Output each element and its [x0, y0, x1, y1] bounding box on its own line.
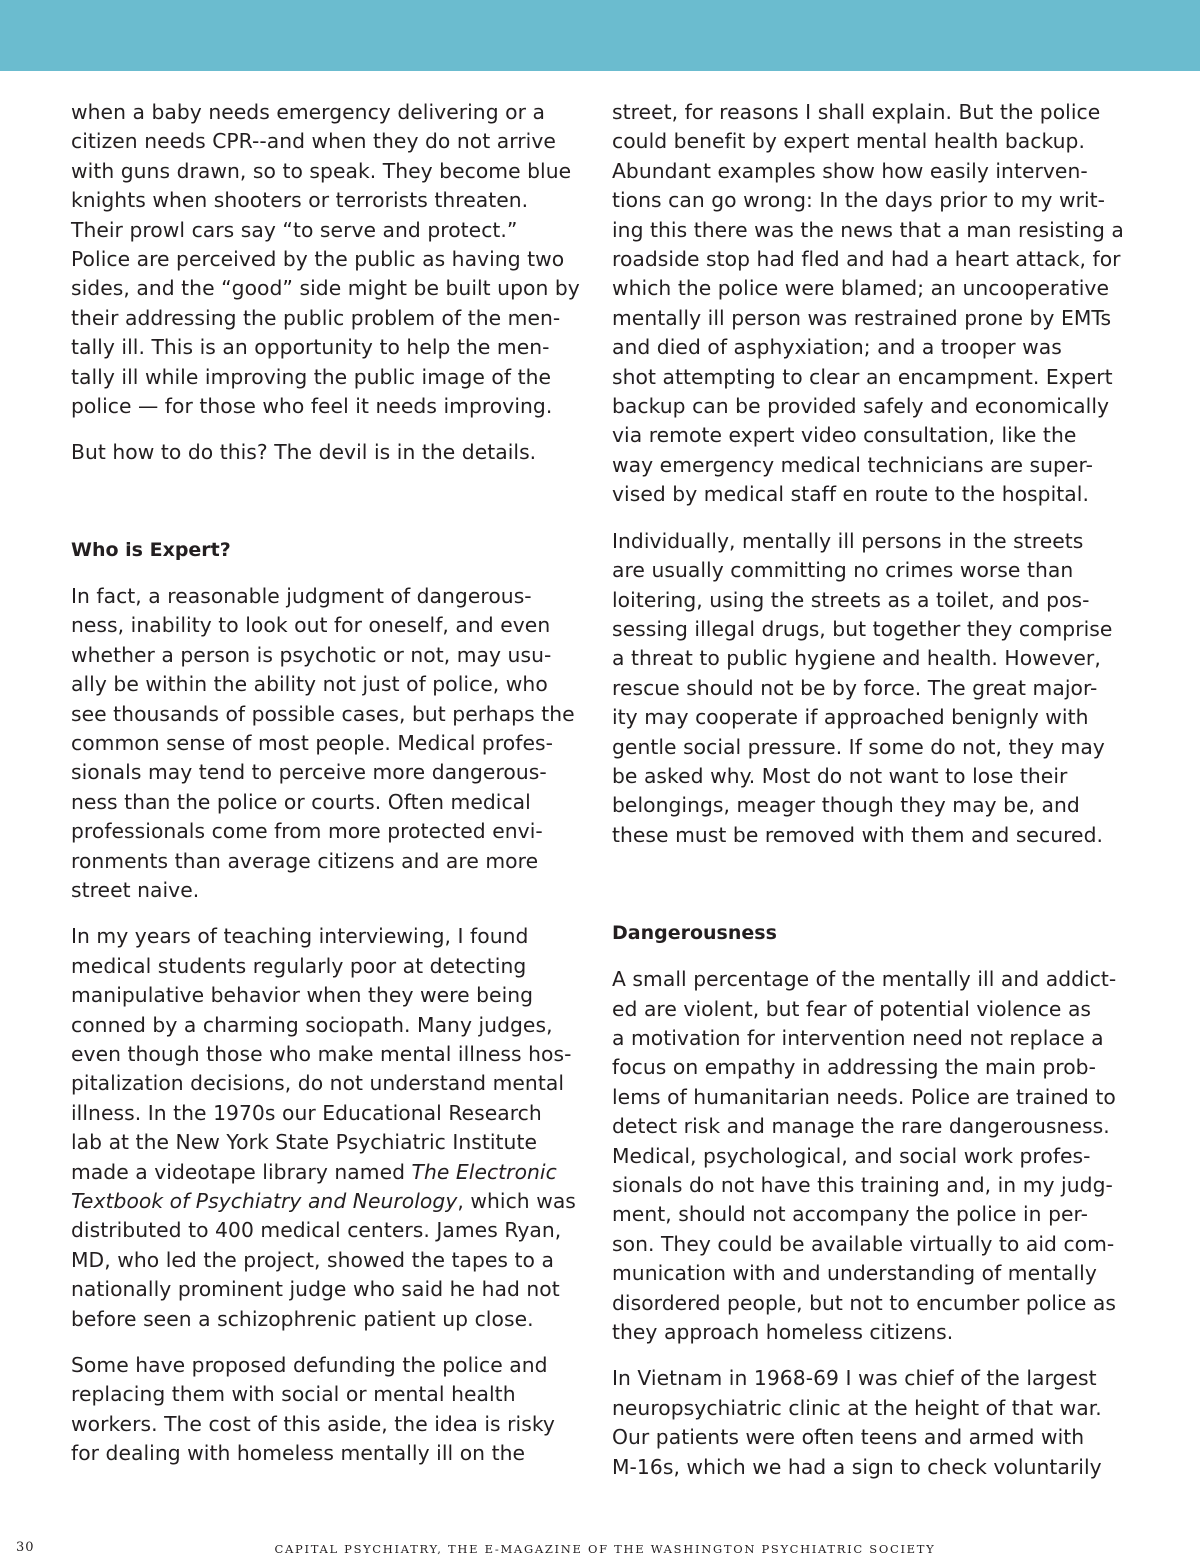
- text-line: knights when shooters or terrorists threaten.: [71, 188, 529, 213]
- text-line: be asked why. Most do not want to lose their: [612, 763, 1068, 788]
- text-line: Medical, psychological, and social work profes-: [612, 1143, 1091, 1168]
- text-line: ing this there was the news that a man resisting a: [612, 217, 1124, 242]
- text-line: In my years of teaching interviewing, I found: [71, 924, 529, 949]
- text-line: ally be within the ability not just of police, who: [71, 672, 548, 697]
- paragraph: [612, 98, 1132, 510]
- paragraph-lines: [71, 1216, 591, 1334]
- text-line: ed are violent, but fear of potential violence as: [612, 996, 1092, 1021]
- text-line: loitering, using the streets as a toilet, and pos-: [612, 587, 1090, 612]
- text-line: Our patients were often teens and armed with: [612, 1425, 1085, 1450]
- text-line: street, for reasons I shall explain. But the police: [612, 100, 1101, 124]
- paragraph: [612, 1364, 1132, 1482]
- text-line: sessing illegal drugs, but together they comprise: [612, 616, 1113, 641]
- text-line: nationally prominent judge who said he had not: [71, 1277, 560, 1302]
- section-heading-who-is-expert: Who is Expert?: [71, 538, 231, 561]
- text-line: disordered people, but not to encumber police as: [612, 1290, 1116, 1315]
- text-line: tions can go wrong: In the days prior to my writ-: [612, 188, 1106, 213]
- text-line: focus on empathy in addressing the main prob-: [612, 1055, 1096, 1080]
- text-line: shot attempting to clear an encampment. Expert: [612, 364, 1113, 389]
- text-line: sionals do not have this training and, in my judg-: [612, 1173, 1113, 1197]
- text-line: which the police were blamed; an uncooperative: [612, 276, 1109, 301]
- section-spacer: [612, 867, 1132, 919]
- text-line: way emergency medical technicians are super-: [612, 452, 1093, 477]
- text-line: when a baby needs emergency delivering or a: [71, 100, 545, 124]
- text-line: Abundant examples show how easily interven-: [612, 158, 1088, 183]
- paragraph: [71, 1351, 591, 1469]
- text-line: tally ill. This is an opportunity to help the men-: [71, 335, 550, 360]
- text-line: Some have proposed defunding the police and: [71, 1353, 548, 1378]
- page-number: 30: [16, 1540, 35, 1555]
- text-line: backup can be provided safely and economically: [612, 394, 1110, 419]
- header-band: [0, 0, 1200, 71]
- text-line: roadside stop had fled and had a heart attack, for: [612, 247, 1121, 272]
- text-line: ronments than average citizens and are more: [71, 848, 539, 873]
- publication-footer: CAPITAL PSYCHIATRY, THE E-MAGAZINE OF THE WASHINGTON PSYCHIATRIC SOCIETY: [274, 1542, 936, 1556]
- text-line: citizen needs CPR--and when they do not arrive: [71, 129, 556, 154]
- text-segment: , which was: [457, 1189, 576, 1213]
- text-line: M-16s, which we had a sign to check voluntarily: [612, 1454, 1102, 1479]
- text-line: In fact, a reasonable judgment of dangerous-: [71, 583, 532, 608]
- text-line: MD, who led the project, showed the tapes to a: [71, 1247, 554, 1272]
- text-line: lab at the New York State Psychiatric Institute: [71, 1130, 537, 1155]
- text-line: vised by medical staff en route to the hospital.: [612, 482, 1089, 507]
- text-line: medical students regularly poor at detecting: [71, 953, 527, 978]
- text-line: [71, 1187, 591, 1216]
- text-line: illness. In the 1970s our Educational Research: [71, 1100, 542, 1125]
- text-line: via remote expert video consultation, like the: [612, 423, 1077, 448]
- text-line: whether a person is psychotic or not, may usu-: [71, 642, 552, 667]
- text-line: distributed to 400 medical centers. James Ryan,: [71, 1218, 562, 1243]
- text-segment: made a videotape library named: [71, 1159, 412, 1184]
- text-line: A small percentage of the mentally ill and addict-: [612, 967, 1117, 992]
- text-line: replacing them with social or mental health: [71, 1382, 516, 1407]
- text-line: sionals may tend to perceive more dangerous-: [71, 760, 547, 785]
- text-line: sides, and the “good” side might be built upon by: [71, 276, 580, 301]
- text-line: are usually committing no crimes worse than: [612, 558, 1074, 583]
- paragraph: [71, 922, 591, 1334]
- text-line: detect risk and manage the rare dangerousness.: [612, 1114, 1110, 1139]
- book-title-part: The Electronic: [411, 1159, 557, 1184]
- paragraph: [612, 527, 1132, 850]
- text-line: In Vietnam in 1968-69 I was chief of the largest: [612, 1366, 1097, 1391]
- text-line: Police are perceived by the public as having two: [71, 247, 565, 272]
- section-heading-dangerousness: Dangerousness: [612, 922, 777, 945]
- text-line: ity may cooperate if approached benignly with: [612, 705, 1089, 730]
- text-line: belongings, meager though they may be, and: [612, 793, 1080, 818]
- text-line: [71, 1158, 591, 1187]
- left-column: [71, 98, 591, 1486]
- text-line: tally ill while improving the public image of the: [71, 364, 552, 389]
- text-line: street naive.: [71, 877, 200, 902]
- paragraph: But how to do this? The devil is in the details.: [71, 440, 537, 465]
- paragraph-lines: [71, 922, 591, 1157]
- right-column: [612, 98, 1132, 1499]
- text-line: even though those who make mental illness hos-: [71, 1041, 572, 1066]
- section-spacer: [71, 485, 591, 536]
- text-line: and died of asphyxiation; and a trooper was: [612, 335, 1062, 360]
- text-line: Their prowl cars say “to serve and protect.”: [71, 217, 518, 242]
- text-line: Individually, mentally ill persons in the streets: [612, 528, 1084, 553]
- text-line: with guns drawn, so to speak. They become blue: [71, 158, 572, 183]
- text-line: rescue should not be by force. The great major-: [612, 675, 1098, 700]
- book-title-part: Textbook of Psychiatry and Neurology: [71, 1189, 458, 1213]
- text-line: police — for those who feel it needs improving.: [71, 394, 553, 419]
- text-line: pitalization decisions, do not understand mental: [71, 1071, 565, 1096]
- text-line: professionals come from more protected envi-: [71, 819, 543, 844]
- text-line: these must be removed with them and secured.: [612, 822, 1103, 847]
- text-line: workers. The cost of this aside, the idea is risky: [71, 1411, 555, 1436]
- text-line: neuropsychiatric clinic at the height of that war.: [612, 1395, 1102, 1420]
- text-line: ness, inability to look out for oneself, and even: [71, 613, 551, 638]
- text-line: conned by a charming sociopath. Many judges,: [71, 1012, 553, 1037]
- text-line: ment, should not accompany the police in per-: [612, 1202, 1088, 1227]
- text-line: common sense of most people. Medical profes-: [71, 730, 553, 755]
- paragraph: [612, 965, 1132, 1347]
- text-line: could benefit by expert mental health backup.: [612, 129, 1085, 154]
- text-line: for dealing with homeless mentally ill on the: [71, 1441, 526, 1466]
- text-line: before seen a schizophrenic patient up close.: [71, 1306, 534, 1331]
- text-line: gentle social pressure. If some do not, they may: [612, 734, 1105, 759]
- text-line: mentally ill person was restrained prone by EMTs: [612, 305, 1112, 330]
- text-line: see thousands of possible cases, but perhaps the: [71, 701, 575, 726]
- text-line: a motivation for intervention need not replace a: [612, 1025, 1104, 1050]
- text-line: they approach homeless citizens.: [612, 1320, 954, 1345]
- text-line: ness than the police or courts. Often medical: [71, 789, 531, 814]
- text-line: their addressing the public problem of the men-: [71, 305, 561, 330]
- text-line: a threat to public hygiene and health. However,: [612, 646, 1101, 671]
- text-line: munication with and understanding of mentally: [612, 1261, 1097, 1286]
- text-line: son. They could be available virtually to aid com-: [612, 1231, 1115, 1256]
- text-line: manipulative behavior when they were being: [71, 983, 534, 1008]
- text-line: lems of humanitarian needs. Police are trained to: [612, 1084, 1116, 1109]
- paragraph: [71, 582, 591, 905]
- paragraph: [71, 98, 591, 421]
